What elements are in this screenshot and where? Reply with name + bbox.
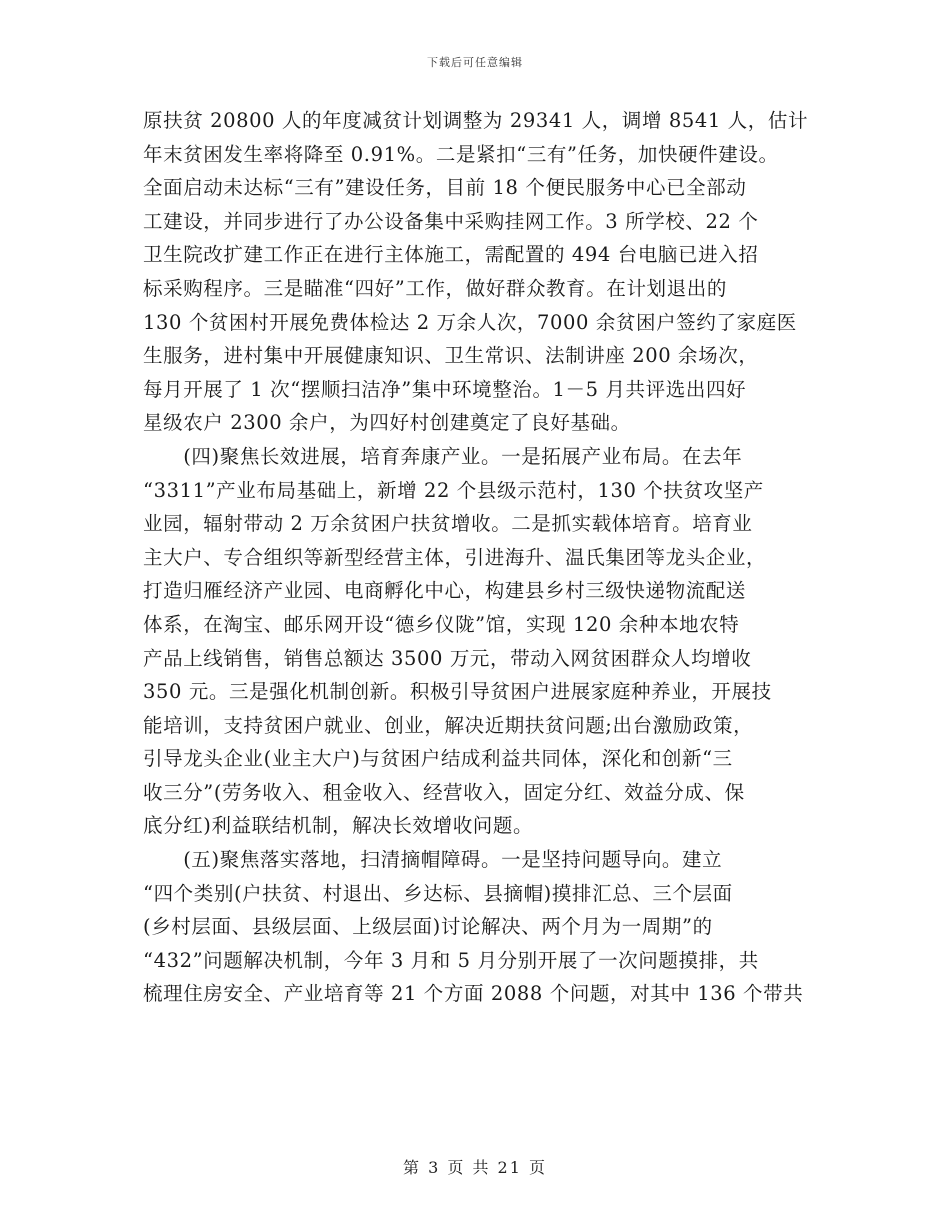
text-line: 业园，辐射带动 2 万余贫困户扶贫增收。二是抓实载体培育。培育业 [143, 512, 753, 536]
text-line: 引导龙头企业(业主大户)与贫困户结成利益共同体，深化和创新“三 [143, 747, 733, 771]
text-line: 每月开展了 1 次“摆顺扫洁净”集中环境整治。1－5 月共评选出四好 [143, 377, 747, 401]
text-line: 原扶贫 20800 人的年度减贫计划调整为 29341 人，调增 8541 人，估计 [143, 109, 809, 132]
text-line: 产品上线销售，销售总额达 3500 万元，带动入网贫困群众人均增收 [143, 646, 752, 670]
text-line: (五)聚焦落实落地，扫清摘帽障碍。一是坚持问题导向。建立 [143, 848, 723, 872]
text-line: 年末贫困发生率将降至 0.91%。二是紧扣“三有”任务，加快硬件建设。 [143, 142, 779, 166]
page-header-note: 下载后可任意编辑 [427, 56, 523, 69]
text-line: 生服务，进村集中开展健康知识、卫生常识、法制讲座 200 余场次， [143, 344, 759, 368]
text-line: 梳理住房安全、产业培育等 21 个方面 2088 个问题，对其中 136 个带共 [143, 982, 804, 1006]
page-number-footer: 第 3 页 共 21 页 [403, 1158, 547, 1177]
text-line: 星级农户 2300 余户，为四好村创建奠定了良好基础。 [143, 411, 631, 435]
text-line: 350 元。三是强化机制创新。积极引导贫困户进展家庭种养业，开展技 [143, 680, 772, 704]
text-line: 底分红)利益联结机制，解决长效增收问题。 [143, 814, 534, 838]
text-line: 体系，在淘宝、邮乐网开设“德乡仪陇”馆，实现 120 余种本地农特 [143, 612, 740, 636]
text-line: 主大户、专合组织等新型经营主体，引进海升、温氏集团等龙头企业， [143, 545, 767, 569]
text-line: “432”问题解决机制，今年 3 月和 5 月分别开展了一次问题摸排，共 [143, 948, 759, 972]
text-line: (乡村层面、县级层面、上级层面)讨论解决、两个月为一周期”的 [143, 915, 713, 939]
document-body [143, 104, 813, 1011]
text-line: 收三分”(劳务收入、租金收入、经营收入，固定分红、效益分成、保 [143, 780, 745, 804]
text-line: “3311”产业布局基础上，新增 22 个县级示范村，130 个扶贫攻坚产 [143, 478, 764, 502]
text-line: 打造归雁经济产业园、电商孵化中心，构建县乡村三级快递物流配送 [143, 579, 747, 603]
text-line: (四)聚焦长效进展，培育奔康产业。一是拓展产业布局。在去年 [143, 444, 743, 468]
text-line: 全面启动未达标“三有”建设任务，目前 18 个便民服务中心已全部动 [143, 176, 747, 200]
text-line: “四个类别(户扶贫、村退出、乡达标、县摘帽)摸排汇总、三个层面 [143, 881, 733, 905]
text-line: 卫生院改扩建工作正在进行主体施工，需配置的 494 台电脑已进入招 [143, 243, 759, 267]
text-line: 能培训，支持贫困户就业、创业，解决近期扶贫问题;出台激励政策， [143, 713, 754, 737]
text-line: 工建设，并同步进行了办公设备集中采购挂网工作。3 所学校、22 个 [143, 209, 759, 233]
text-line: 130 个贫困村开展免费体检达 2 万余人次，7000 余贫困户签约了家庭医 [143, 310, 797, 334]
text-line: 标采购程序。三是瞄准“四好”工作，做好群众教育。在计划退出的 [143, 276, 727, 300]
